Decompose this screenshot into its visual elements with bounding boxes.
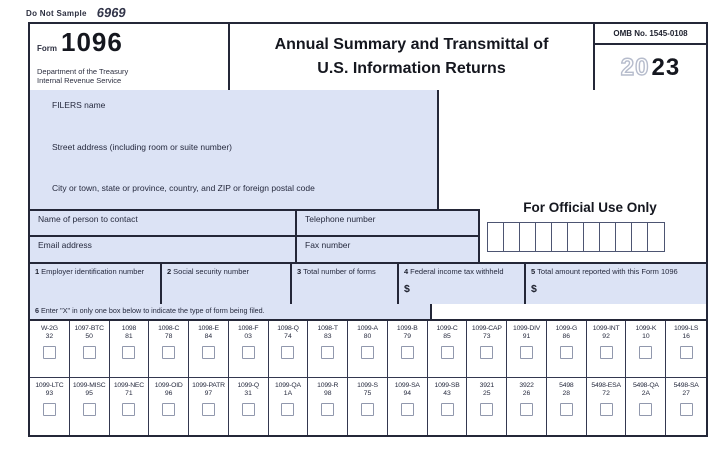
form-type-code: 43 [443, 390, 451, 398]
filer-field[interactable] [30, 90, 439, 209]
official-use-box [488, 223, 504, 251]
form-type-name: 1099-SA [394, 382, 420, 389]
form-type-name: 3922 [519, 382, 534, 389]
form-type-checkbox[interactable] [680, 403, 693, 416]
contact-name-field[interactable]: Name of person to contact [30, 211, 297, 235]
filer-name-label: FILERS name [52, 100, 106, 110]
form-type-code: 10 [642, 333, 650, 341]
form-type-name: 1099-MISC [72, 382, 106, 389]
official-use-box [504, 223, 520, 251]
form-type-cell-1099-patr [189, 378, 229, 435]
form-1096 [28, 22, 708, 437]
dollar-sign: $ [404, 283, 410, 295]
form-type-grid [30, 319, 706, 435]
form-type-code: 97 [204, 390, 213, 398]
form-type-name: 1099-B [396, 325, 418, 332]
official-use-box [520, 223, 536, 251]
form-type-code: 1A [283, 390, 293, 398]
agency-line-1: Department of the Treasury [37, 66, 129, 76]
total-forms-field[interactable] [292, 264, 399, 304]
field-label: Social security number [173, 267, 250, 276]
form-type-checkbox[interactable] [202, 346, 215, 359]
form-type-name: 1099-NEC [113, 382, 144, 389]
telephone-field[interactable]: Telephone number [305, 214, 376, 224]
form-type-cell-1099-ls [666, 321, 706, 378]
form-type-checkbox[interactable] [242, 346, 255, 359]
official-use-box [568, 223, 584, 251]
form-number: 1096 [61, 27, 123, 57]
contact-row-2 [30, 237, 478, 263]
form-type-code: 95 [85, 390, 93, 398]
official-use-box [648, 223, 664, 251]
form-title [230, 24, 595, 90]
official-use-box [632, 223, 648, 251]
form-type-checkbox[interactable] [321, 346, 334, 359]
form-type-cell-1099-div [507, 321, 547, 378]
form-type-checkbox[interactable] [600, 346, 613, 359]
tax-withheld-field[interactable] [399, 264, 526, 304]
form-type-code: 28 [562, 390, 571, 398]
form-type-name: 5498 [559, 382, 574, 389]
form-type-code: 92 [602, 333, 610, 341]
form-type-cell-1099-nec [110, 378, 150, 435]
form-type-checkbox[interactable] [401, 403, 414, 416]
form-title-line-2: U.S. Information Returns [317, 60, 506, 77]
form-type-name: 1099-LTC [35, 382, 64, 389]
form-type-checkbox[interactable] [520, 403, 533, 416]
ssn-field[interactable] [162, 264, 292, 304]
form-type-name: 5498-ESA [591, 382, 621, 389]
field-label: Total amount reported with this Form 1096 [537, 267, 678, 276]
form-type-cell-1099-sb [428, 378, 468, 435]
form-type-code: 94 [403, 390, 412, 398]
form-type-code: 25 [483, 390, 491, 398]
email-field[interactable]: Email address [30, 237, 297, 263]
form-type-name: 1098-F [238, 325, 259, 332]
form-type-code: 84 [204, 333, 213, 341]
agency-line-2: Internal Revenue Service [37, 76, 122, 86]
form-type-code: 96 [164, 390, 173, 398]
summary-row [30, 262, 706, 304]
contact-block [30, 209, 480, 263]
form-type-name: 1099-DIV [512, 325, 541, 332]
ein-field[interactable] [30, 264, 162, 304]
fax-field[interactable]: Fax number [305, 240, 351, 250]
form-type-checkbox[interactable] [281, 403, 294, 416]
form-type-cell-1099-qa [269, 378, 309, 435]
form-type-checkbox[interactable] [560, 346, 573, 359]
form-type-code: 85 [443, 333, 451, 341]
field-number: 5 [531, 267, 536, 276]
form-type-checkbox[interactable] [43, 403, 56, 416]
form-type-checkbox[interactable] [361, 403, 374, 416]
form-type-name: 1099-LS [673, 325, 699, 332]
form-header [30, 24, 706, 90]
form-type-checkbox[interactable] [639, 346, 652, 359]
form-type-name: 1099-PATR [192, 382, 225, 389]
form-type-cell-1099-b [388, 321, 428, 378]
field-number: 4 [404, 267, 409, 276]
form-type-cell-1099-cap [467, 321, 507, 378]
form-type-checkbox[interactable] [680, 346, 693, 359]
do-not-sample-label: Do Not Sample [26, 9, 87, 18]
field-number: 1 [35, 267, 40, 276]
form-type-name: 1099-CAP [471, 325, 502, 332]
form-type-code: 31 [244, 390, 252, 398]
form-type-code: 03 [244, 333, 252, 341]
form-type-name: 1098-E [198, 325, 219, 332]
form-type-cell-1098 [110, 321, 150, 378]
agency-block [37, 67, 128, 87]
top-stamp [26, 5, 126, 20]
field-label: Federal income tax withheld [410, 267, 504, 276]
form-type-code: 79 [403, 333, 412, 341]
form-type-code: 50 [85, 333, 93, 341]
official-use-boxes [487, 222, 665, 252]
official-use-box [584, 223, 600, 251]
official-use-title: For Official Use Only [523, 200, 657, 215]
form-type-cell-1099-sa [388, 378, 428, 435]
field-number: 3 [297, 267, 302, 276]
form-type-cell-5498 [547, 378, 587, 435]
form-type-cell-3922 [507, 378, 547, 435]
omb-box [595, 24, 706, 90]
form-type-name: W-2G [40, 325, 58, 332]
form-type-checkbox[interactable] [321, 403, 334, 416]
form-type-name: 1099-QA [275, 382, 301, 389]
form-type-checkbox[interactable] [122, 403, 135, 416]
filer-city-label: City or town, state or province, country, and ZIP or foreign postal code [52, 183, 315, 193]
form-type-code: 86 [562, 333, 571, 341]
form-type-name: 1099-R [317, 382, 339, 389]
form-type-name: 1097-BTC [74, 325, 104, 332]
form-type-name: 1099-INT [592, 325, 620, 332]
form-type-cell-1098-t [308, 321, 348, 378]
omb-number: OMB No. 1545-0108 [595, 24, 706, 45]
tax-year [595, 45, 706, 90]
form-id-box [30, 24, 230, 90]
form-type-checkbox[interactable] [480, 403, 493, 416]
form-type-cell-5498-esa [587, 378, 627, 435]
form-type-name: 1098-Q [277, 325, 299, 332]
box6-instruction [30, 304, 432, 319]
form-type-name: 1099-SB [434, 382, 460, 389]
form-type-cell-1098-c [149, 321, 189, 378]
form-type-name: 1099-K [635, 325, 657, 332]
form-type-checkbox[interactable] [242, 403, 255, 416]
dollar-sign: $ [531, 283, 537, 295]
tax-year-prefix: 20 [620, 53, 650, 81]
form-type-code: 83 [323, 333, 332, 341]
filer-street-label: Street address (including room or suite number) [52, 142, 232, 152]
form-type-cell-5498-sa [666, 378, 706, 435]
form-type-name: 1099-S [357, 382, 378, 389]
official-use-box [536, 223, 552, 251]
form-type-name: 5498-QA [632, 382, 659, 389]
form-type-checkbox[interactable] [560, 403, 573, 416]
form-type-name: 1099-A [357, 325, 378, 332]
form-type-code: 72 [602, 390, 610, 398]
form-type-checkbox[interactable] [361, 346, 374, 359]
form-type-code: 80 [363, 333, 372, 341]
form-type-code: 71 [125, 390, 133, 398]
form-type-cell-1098-q [269, 321, 309, 378]
form-word: Form [37, 44, 57, 53]
form-type-cell-1099-ltc [30, 378, 70, 435]
form-type-cell-1097-btc [70, 321, 110, 378]
form-type-checkbox[interactable] [43, 346, 56, 359]
form-type-cell-1098-e [189, 321, 229, 378]
form-type-name: 1098-C [158, 325, 180, 332]
form-title-line-1: Annual Summary and Transmittal of [274, 36, 549, 53]
form-type-cell-1099-int [587, 321, 627, 378]
field-number: 6 [35, 306, 39, 315]
form-type-code: 81 [125, 333, 133, 341]
form-type-name: 1099-C [436, 325, 458, 332]
form-type-name: 3921 [479, 382, 494, 389]
contact-row-1 [30, 211, 478, 237]
form-type-code: 32 [45, 333, 54, 341]
form-type-cell-1098-f [229, 321, 269, 378]
field-label: Employer identification number [41, 267, 145, 276]
field-number: 2 [167, 267, 172, 276]
form-type-cell-w-2g [30, 321, 70, 378]
sample-number: 6969 [95, 5, 127, 20]
form-type-checkbox[interactable] [281, 346, 294, 359]
form-type-cell-1099-c [428, 321, 468, 378]
form-type-checkbox[interactable] [401, 346, 414, 359]
form-type-checkbox[interactable] [122, 346, 135, 359]
form-type-name: 5498-SA [673, 382, 699, 389]
form-type-checkbox[interactable] [600, 403, 613, 416]
form-type-code: 75 [363, 390, 372, 398]
form-type-code: 16 [682, 333, 690, 341]
form-type-checkbox[interactable] [480, 346, 493, 359]
form-type-name: 1098 [121, 325, 137, 332]
form-type-checkbox[interactable] [162, 346, 175, 359]
form-type-code: 78 [164, 333, 173, 341]
official-use-box [600, 223, 616, 251]
form-type-cell-1099-oid [149, 378, 189, 435]
form-type-name: 1099-G [555, 325, 578, 332]
form-type-checkbox[interactable] [83, 403, 96, 416]
official-use-box [552, 223, 568, 251]
form-type-cell-1099-g [547, 321, 587, 378]
form-type-cell-1099-s [348, 378, 388, 435]
form-type-cell-1099-q [229, 378, 269, 435]
form-type-code: 26 [522, 390, 531, 398]
form-type-checkbox[interactable] [202, 403, 215, 416]
form-type-cell-3921 [467, 378, 507, 435]
form-type-cell-1099-k [626, 321, 666, 378]
form-type-code: 93 [45, 390, 54, 398]
form-type-code: 2A [641, 390, 651, 398]
official-use-box [616, 223, 632, 251]
form-type-checkbox[interactable] [441, 403, 454, 416]
form-type-code: 98 [323, 390, 332, 398]
form-type-code: 27 [682, 390, 690, 398]
form-type-cell-1099-a [348, 321, 388, 378]
instruction-text: Enter "X" in only one box below to indicate the type of form being filed. [41, 306, 265, 315]
form-type-code: 73 [483, 333, 491, 341]
form-type-name: 1098-T [317, 325, 338, 332]
form-type-code: 74 [284, 333, 292, 341]
form-type-checkbox[interactable] [639, 403, 652, 416]
form-type-name: 1099-OID [154, 382, 183, 389]
total-amount-field[interactable] [526, 264, 706, 304]
field-label: Total number of forms [303, 267, 376, 276]
tax-year-suffix: 23 [651, 53, 681, 81]
form-type-cell-1099-misc [70, 378, 110, 435]
form-type-checkbox[interactable] [83, 346, 96, 359]
form-type-code: 91 [522, 333, 531, 341]
form-type-cell-5498-qa [626, 378, 666, 435]
form-type-cell-1099-r [308, 378, 348, 435]
form-type-checkbox[interactable] [520, 346, 533, 359]
form-type-name: 1099-Q [237, 382, 259, 389]
form-type-checkbox[interactable] [162, 403, 175, 416]
form-type-checkbox[interactable] [441, 346, 454, 359]
